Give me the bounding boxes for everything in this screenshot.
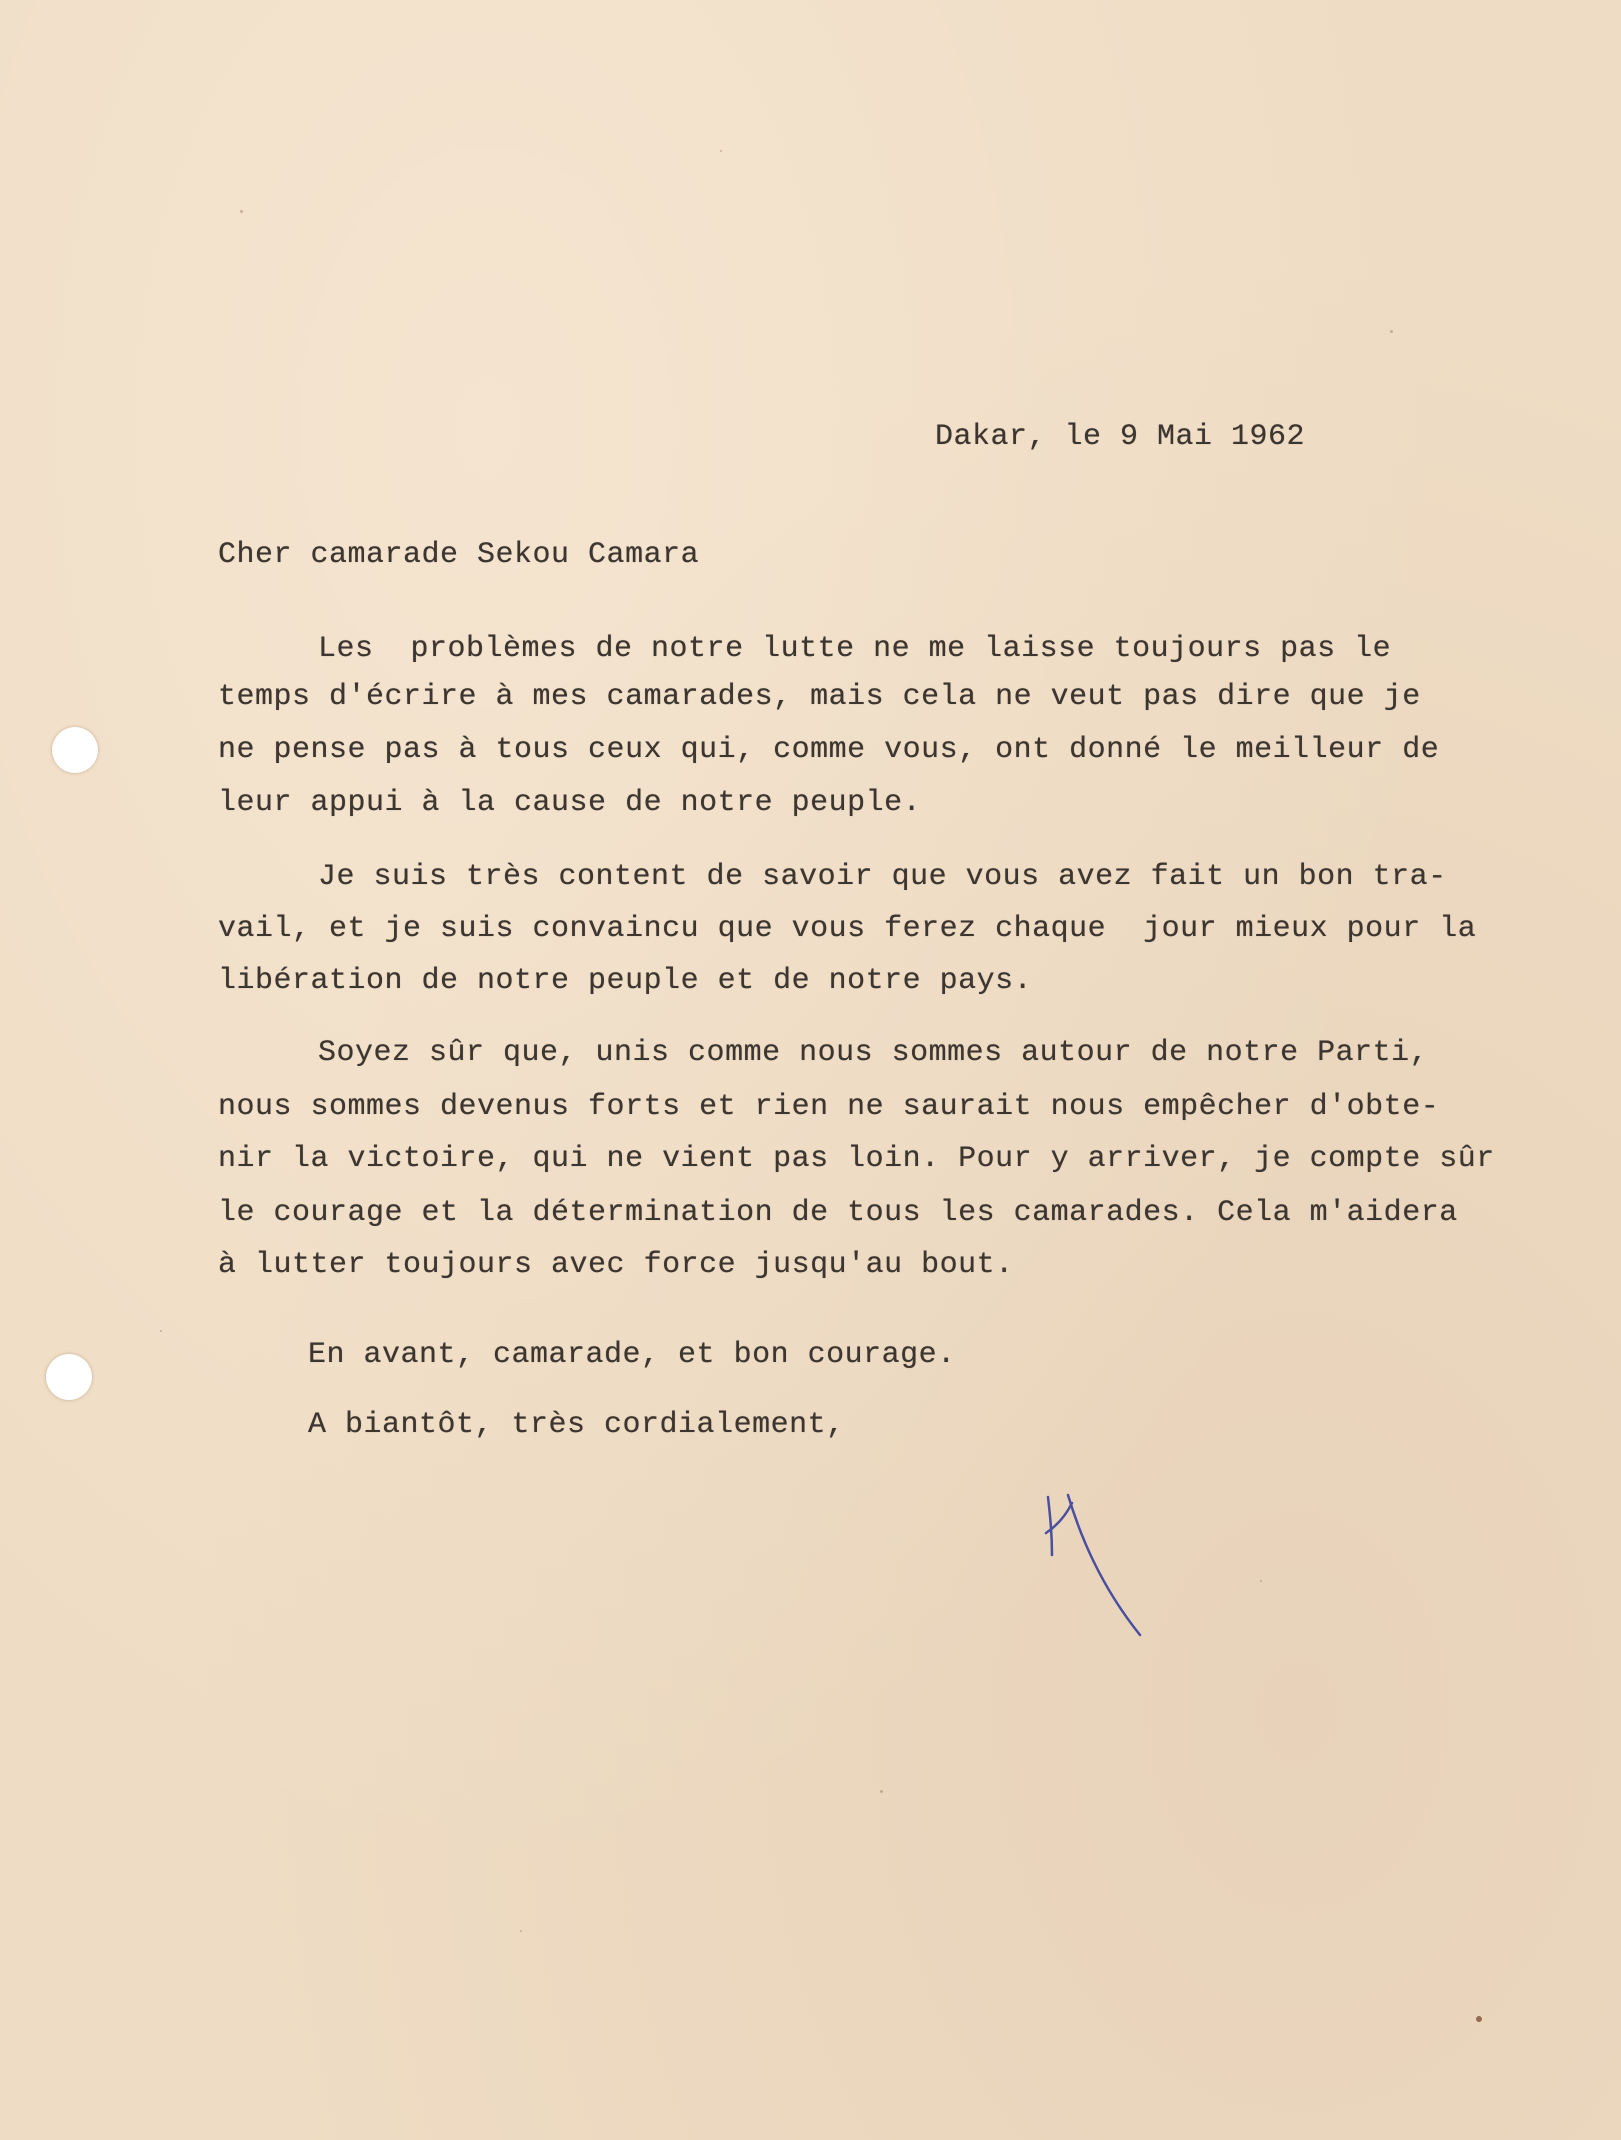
paper-speck xyxy=(160,1330,162,1332)
paragraph-line: leur appui à la cause de notre peuple. xyxy=(218,786,922,820)
paper-speck xyxy=(720,150,722,152)
paragraph-line: le courage et la détermination de tous les camarades. Cela m'aidera xyxy=(218,1196,1458,1230)
signature-mark xyxy=(1040,1485,1150,1645)
letter-salutation: Cher camarade Sekou Camara xyxy=(218,538,700,572)
punch-hole-lower xyxy=(46,1354,92,1400)
paper-speck xyxy=(1390,330,1393,333)
paragraph-line: à lutter toujours avec force jusqu'au bout. xyxy=(218,1248,1014,1282)
paragraph-line: ne pense pas à tous ceux qui, comme vous, ont donné le meilleur de xyxy=(218,733,1440,767)
paper-speck xyxy=(1476,2016,1482,2022)
closing-line-1: En avant, camarade, et bon courage. xyxy=(308,1338,956,1372)
paragraph-line: Je suis très content de savoir que vous avez fait un bon tra- xyxy=(318,860,1447,894)
paragraph-line: nous sommes devenus forts et rien ne saurait nous empêcher d'obte- xyxy=(218,1090,1440,1124)
paragraph-line: nir la victoire, qui ne vient pas loin. Pour y arriver, je compte sûr xyxy=(218,1142,1495,1176)
paper-speck xyxy=(880,1790,883,1793)
paragraph-line: vail, et je suis convaincu que vous ferez chaque jour mieux pour la xyxy=(218,912,1477,946)
paragraph-line: Soyez sûr que, unis comme nous sommes autour de notre Parti, xyxy=(318,1036,1429,1070)
closing-line-2: A biantôt, très cordialement, xyxy=(308,1408,845,1442)
paragraph-line: Les problèmes de notre lutte ne me laisse toujours pas le xyxy=(318,632,1392,666)
punch-hole-upper xyxy=(52,727,98,773)
paper-speck xyxy=(520,1930,522,1932)
paper-speck xyxy=(1260,1580,1262,1582)
paragraph-line: temps d'écrire à mes camarades, mais cela ne veut pas dire que je xyxy=(218,680,1421,714)
paragraph-line: libération de notre peuple et de notre pays. xyxy=(218,964,1033,998)
letter-date: Dakar, le 9 Mai 1962 xyxy=(935,420,1306,454)
paper-speck xyxy=(240,210,243,213)
